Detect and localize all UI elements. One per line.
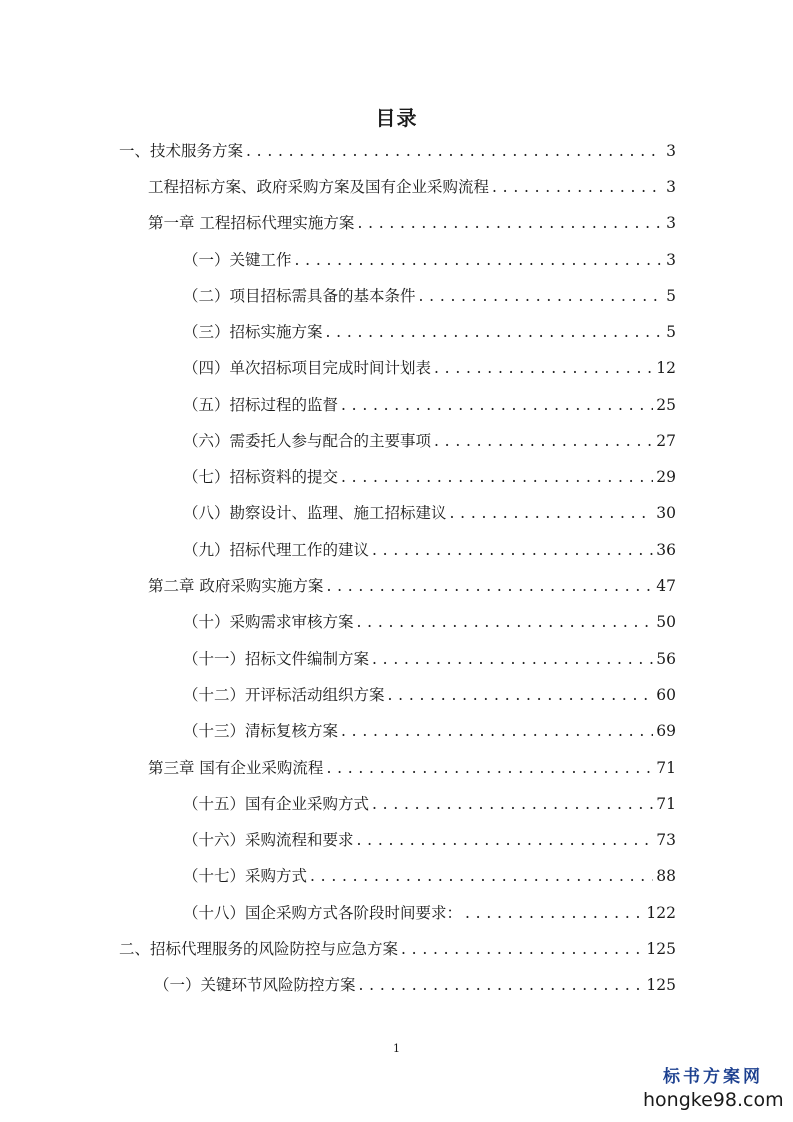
- dot-leader: [372, 649, 653, 669]
- toc-entry[interactable]: [183, 866, 676, 886]
- toc-entry-label: （四）单次招标项目完成时间计划表: [183, 359, 432, 377]
- watermark-logo: [643, 1066, 783, 1112]
- toc-entry-label: （八）勘察设计、监理、施工招标建议: [183, 504, 447, 522]
- toc-entry[interactable]: [148, 177, 676, 197]
- dot-leader: [341, 395, 653, 415]
- toc-entry[interactable]: [183, 250, 676, 270]
- toc-entry-page: 50: [656, 613, 676, 631]
- toc-entry-label: 第三章 国有企业采购流程: [148, 759, 324, 777]
- dot-leader: [434, 358, 653, 378]
- toc-entry[interactable]: [183, 794, 676, 814]
- toc-entry-page: 73: [656, 831, 676, 849]
- toc-entry-label: （十）采购需求审核方案: [183, 613, 354, 631]
- toc-entry-label: （九）招标代理工作的建议: [183, 541, 370, 559]
- toc-entry-page: 3: [666, 178, 676, 196]
- dot-leader: [341, 467, 653, 487]
- toc-entry[interactable]: [148, 213, 676, 233]
- toc-entry-label: 第一章 工程招标代理实施方案: [148, 214, 355, 232]
- toc-entry[interactable]: [183, 395, 676, 415]
- toc-title: 目录: [375, 106, 418, 130]
- toc-entry-page: 69: [656, 722, 676, 740]
- dot-leader: [465, 903, 643, 923]
- toc-entry-page: 3: [666, 142, 676, 160]
- dot-leader: [310, 866, 653, 886]
- page-number: 1: [393, 1042, 400, 1055]
- toc-entry[interactable]: [119, 939, 676, 959]
- toc-entry-page: 71: [656, 795, 676, 813]
- toc-entry[interactable]: [183, 467, 676, 487]
- toc-entry[interactable]: [154, 975, 676, 995]
- toc-entry-label: 二、招标代理服务的风险防控与应急方案: [119, 940, 399, 958]
- toc-entry[interactable]: [183, 358, 676, 378]
- dot-leader: [326, 576, 653, 596]
- toc-entry[interactable]: [148, 758, 676, 778]
- toc-entry-label: （七）招标资料的提交: [183, 468, 339, 486]
- toc-entry-label: （十七）采购方式: [183, 867, 308, 885]
- toc-entry-page: 5: [666, 287, 676, 305]
- toc-entry-page: 56: [656, 650, 676, 668]
- toc-entry-label: （十一）招标文件编制方案: [183, 650, 370, 668]
- toc-entry-label: （十三）清标复核方案: [183, 722, 339, 740]
- toc-entry[interactable]: [183, 612, 676, 632]
- toc-entry[interactable]: [183, 685, 676, 705]
- watermark-url: hongke98.com: [643, 1089, 784, 1111]
- dot-leader: [388, 685, 654, 705]
- toc-entry[interactable]: [183, 830, 676, 850]
- dot-leader: [357, 213, 663, 233]
- toc-entry-page: 36: [656, 541, 676, 559]
- toc-entry-label: （一）关键环节风险防控方案: [154, 976, 356, 994]
- toc-entry[interactable]: [183, 286, 676, 306]
- toc-entry-page: 3: [666, 214, 676, 232]
- dot-leader: [357, 830, 654, 850]
- dot-leader: [450, 503, 654, 523]
- toc-entry-label: 一、技术服务方案: [119, 142, 244, 160]
- toc-entry[interactable]: [183, 903, 676, 923]
- dot-leader: [341, 721, 653, 741]
- toc-entry-label: 第二章 政府采购实施方案: [148, 577, 324, 595]
- dot-leader: [357, 612, 654, 632]
- toc-entry-page: 47: [656, 577, 676, 595]
- toc-entry[interactable]: [183, 540, 676, 560]
- toc-entry-label: 工程招标方案、政府采购方案及国有企业采购流程: [148, 178, 490, 196]
- toc-entry-page: 125: [646, 976, 676, 994]
- toc-entry[interactable]: [148, 576, 676, 596]
- toc-entry-label: （一）关键工作: [183, 251, 292, 269]
- toc-entry-label: （十六）采购流程和要求: [183, 831, 354, 849]
- dot-leader: [359, 975, 644, 995]
- toc-entry-page: 125: [646, 940, 676, 958]
- dot-leader: [295, 250, 664, 270]
- dot-leader: [326, 758, 653, 778]
- toc-entry-page: 88: [656, 867, 676, 885]
- dot-leader: [492, 177, 663, 197]
- toc-entry-page: 60: [656, 686, 676, 704]
- toc-entry-label: （六）需委托人参与配合的主要事项: [183, 432, 432, 450]
- toc-entry-page: 12: [656, 359, 676, 377]
- toc-entry[interactable]: [183, 649, 676, 669]
- toc-entry-page: 29: [656, 468, 676, 486]
- toc-entry-label: （五）招标过程的监督: [183, 396, 339, 414]
- toc-entry-label: （三）招标实施方案: [183, 323, 323, 341]
- toc-entry-page: 71: [656, 759, 676, 777]
- toc-entry-label: （二）项目招标需具备的基本条件: [183, 287, 416, 305]
- dot-leader: [372, 540, 653, 560]
- dot-leader: [419, 286, 664, 306]
- toc-entry-page: 25: [656, 396, 676, 414]
- dot-leader: [434, 431, 653, 451]
- dot-leader: [372, 794, 653, 814]
- toc-entry-label: （十五）国有企业采购方式: [183, 795, 370, 813]
- toc-entry[interactable]: [183, 322, 676, 342]
- toc-entry-label: （十八）国企采购方式各阶段时间要求：: [183, 904, 463, 922]
- toc-entry[interactable]: [183, 431, 676, 451]
- dot-leader: [326, 322, 664, 342]
- dot-leader: [246, 141, 663, 161]
- toc-entry[interactable]: [183, 503, 676, 523]
- toc-entry-page: 5: [666, 323, 676, 341]
- toc-entry[interactable]: [183, 721, 676, 741]
- toc-entry-page: 27: [656, 432, 676, 450]
- toc-entry-label: （十二）开评标活动组织方案: [183, 686, 385, 704]
- watermark-cn: 标书方案网: [663, 1067, 763, 1087]
- toc-entry-page: 30: [656, 504, 676, 522]
- toc-entry[interactable]: [119, 141, 676, 161]
- toc-entry-page: 122: [646, 904, 676, 922]
- dot-leader: [401, 939, 643, 959]
- toc-entry-page: 3: [666, 251, 676, 269]
